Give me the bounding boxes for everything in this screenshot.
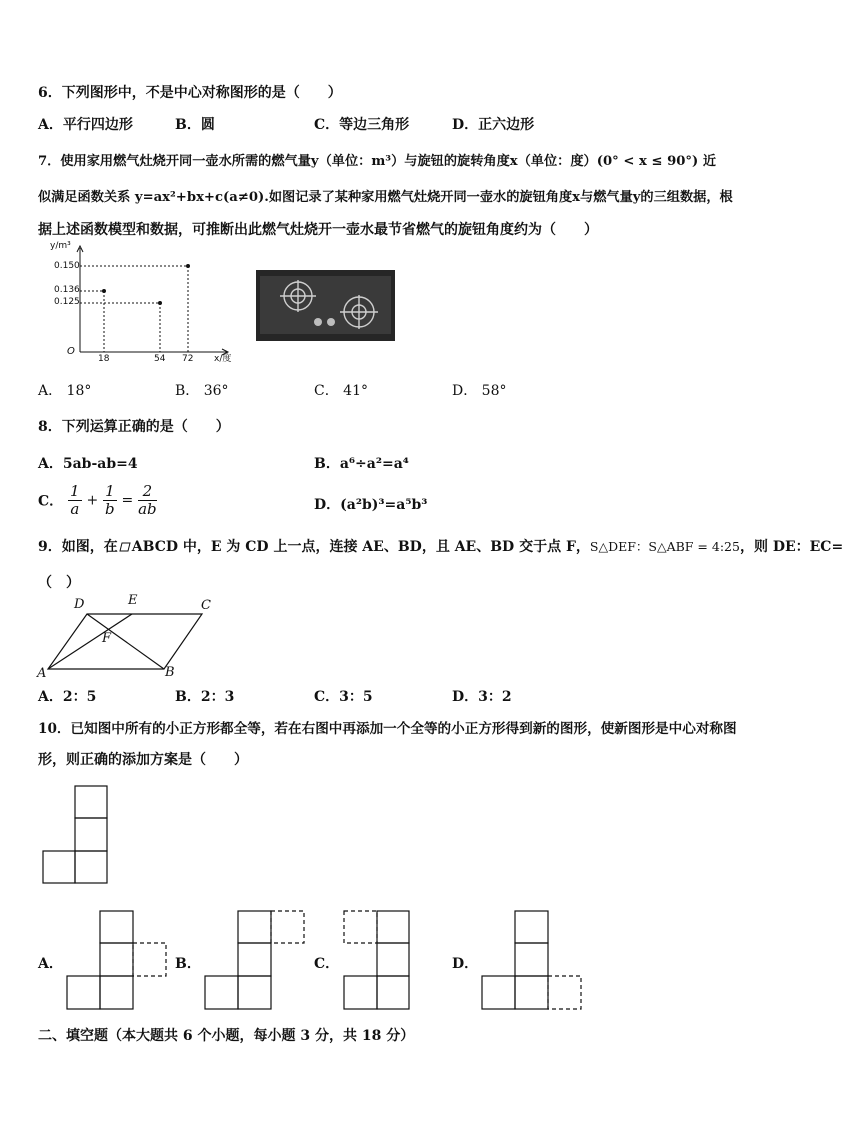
q7-stem-line3: 据上述函数模型和数据，可推断出此燃气灶烧开一壶水最节省燃气的旋钮角度约为（ ） [38, 222, 598, 238]
q9-option-b: B．2：3 [175, 689, 235, 705]
q7-stem-line2: 似满足函数关系 y=ax²+bx+c(a≠0).如图记录了某种家用燃气灶烧开同一壶水的旋钮角度x与燃气量y的三组数据，根 [38, 190, 733, 205]
q9-area-ratio: S△DEF：S△ABF = 4:25 [589, 539, 740, 554]
q9-label-e: E [128, 593, 138, 608]
q9-label-c: C [201, 598, 211, 613]
q7-origin: O [67, 346, 75, 357]
q10-option-b-label: B． [175, 956, 201, 972]
q7-ytick-0136: 0.136 [54, 285, 80, 295]
q8-option-a: A．5ab-ab=4 [38, 456, 138, 472]
q6-stem: 6．下列图形中，不是中心对称图形的是（ ） [38, 85, 342, 101]
q7-ytick-0125: 0.125 [54, 297, 80, 307]
q7-option-a: A． 18° [38, 383, 92, 399]
q9-label-f: F [102, 631, 112, 646]
q9-stem-part2: ABCD 中，E 为 CD 上一点，连接 AE、BD，且 AE、BD 交于点 F， [131, 539, 590, 555]
base-figure [43, 786, 107, 883]
option-c-figure [344, 911, 409, 1009]
q9-option-c: C．3：5 [314, 689, 373, 705]
q6-option-a: A．平行四边形 [38, 117, 133, 133]
q9-stem-part1: 9．如图，在 [38, 539, 118, 555]
q7-option-d: D． 58° [452, 383, 507, 399]
q7-xtick-72: 72 [182, 354, 194, 364]
option-b-figure [205, 911, 304, 1009]
q9-stem-part3: ，则 DE：EC= [739, 539, 843, 555]
q10-stem-line1: 10．已知图中所有的小正方形都全等，若在右图中再添加一个全等的小正方形得到新的图形，使新图形是中心对称图 [38, 721, 737, 737]
q9-option-a: A．2：5 [38, 689, 97, 705]
equals-sign: = [121, 492, 134, 509]
q9-label-d: D [74, 597, 85, 612]
q9-label-b: B [165, 665, 175, 680]
q6-option-b: B．圆 [175, 117, 215, 133]
option-a-figure [67, 911, 166, 1009]
q7-x-axis-label: x/度 [214, 354, 232, 364]
q10-option-c-label: C． [314, 956, 340, 972]
fraction-2-over-ab: $\frac{2}{ab}$ [138, 482, 157, 518]
q9-option-d: D．3：2 [452, 689, 512, 705]
q8-option-b: B．a⁶÷a²=a⁴ [314, 456, 409, 472]
option-d-figure [482, 911, 581, 1009]
q6-option-c: C．等边三角形 [314, 117, 410, 133]
q10-stem-line2: 形，则正确的添加方案是（ ） [38, 752, 248, 768]
q7-ytick-0150: 0.150 [54, 261, 80, 271]
q8-stem: 8．下列运算正确的是（ ） [38, 419, 230, 435]
q7-stem-line1: 7．使用家用燃气灶烧开同一壶水所需的燃气量y（单位：m³）与旋钮的旋转角度x（单位：度）(0° < x ≤ 90°) 近 [38, 154, 717, 169]
fraction-1-over-b: $\frac{1}{b}$ [105, 482, 115, 518]
plus-sign: + [86, 492, 99, 509]
q6-option-d: D．正六边形 [452, 117, 535, 133]
q10-option-d-label: D． [452, 956, 479, 972]
q7-y-axis-label: y/m³ [50, 241, 71, 251]
q8-option-c-label: C． [38, 493, 64, 510]
q8-option-d: D．(a²b)³=a⁵b³ [314, 497, 428, 513]
q7-xtick-54: 54 [154, 354, 166, 364]
q7-xtick-18: 18 [98, 354, 110, 364]
q7-option-c: C． 41° [314, 383, 368, 399]
q9-label-a: A [37, 666, 47, 681]
section-2-heading: 二、填空题（本大题共 6 个小题，每小题 3 分，共 18 分） [38, 1028, 415, 1044]
fraction-1-over-a: $\frac{1}{a}$ [70, 482, 80, 518]
q7-option-b: B． 36° [175, 383, 229, 399]
q10-option-a-label: A． [38, 956, 63, 972]
q9-stem-line2: （ ） [38, 575, 80, 591]
